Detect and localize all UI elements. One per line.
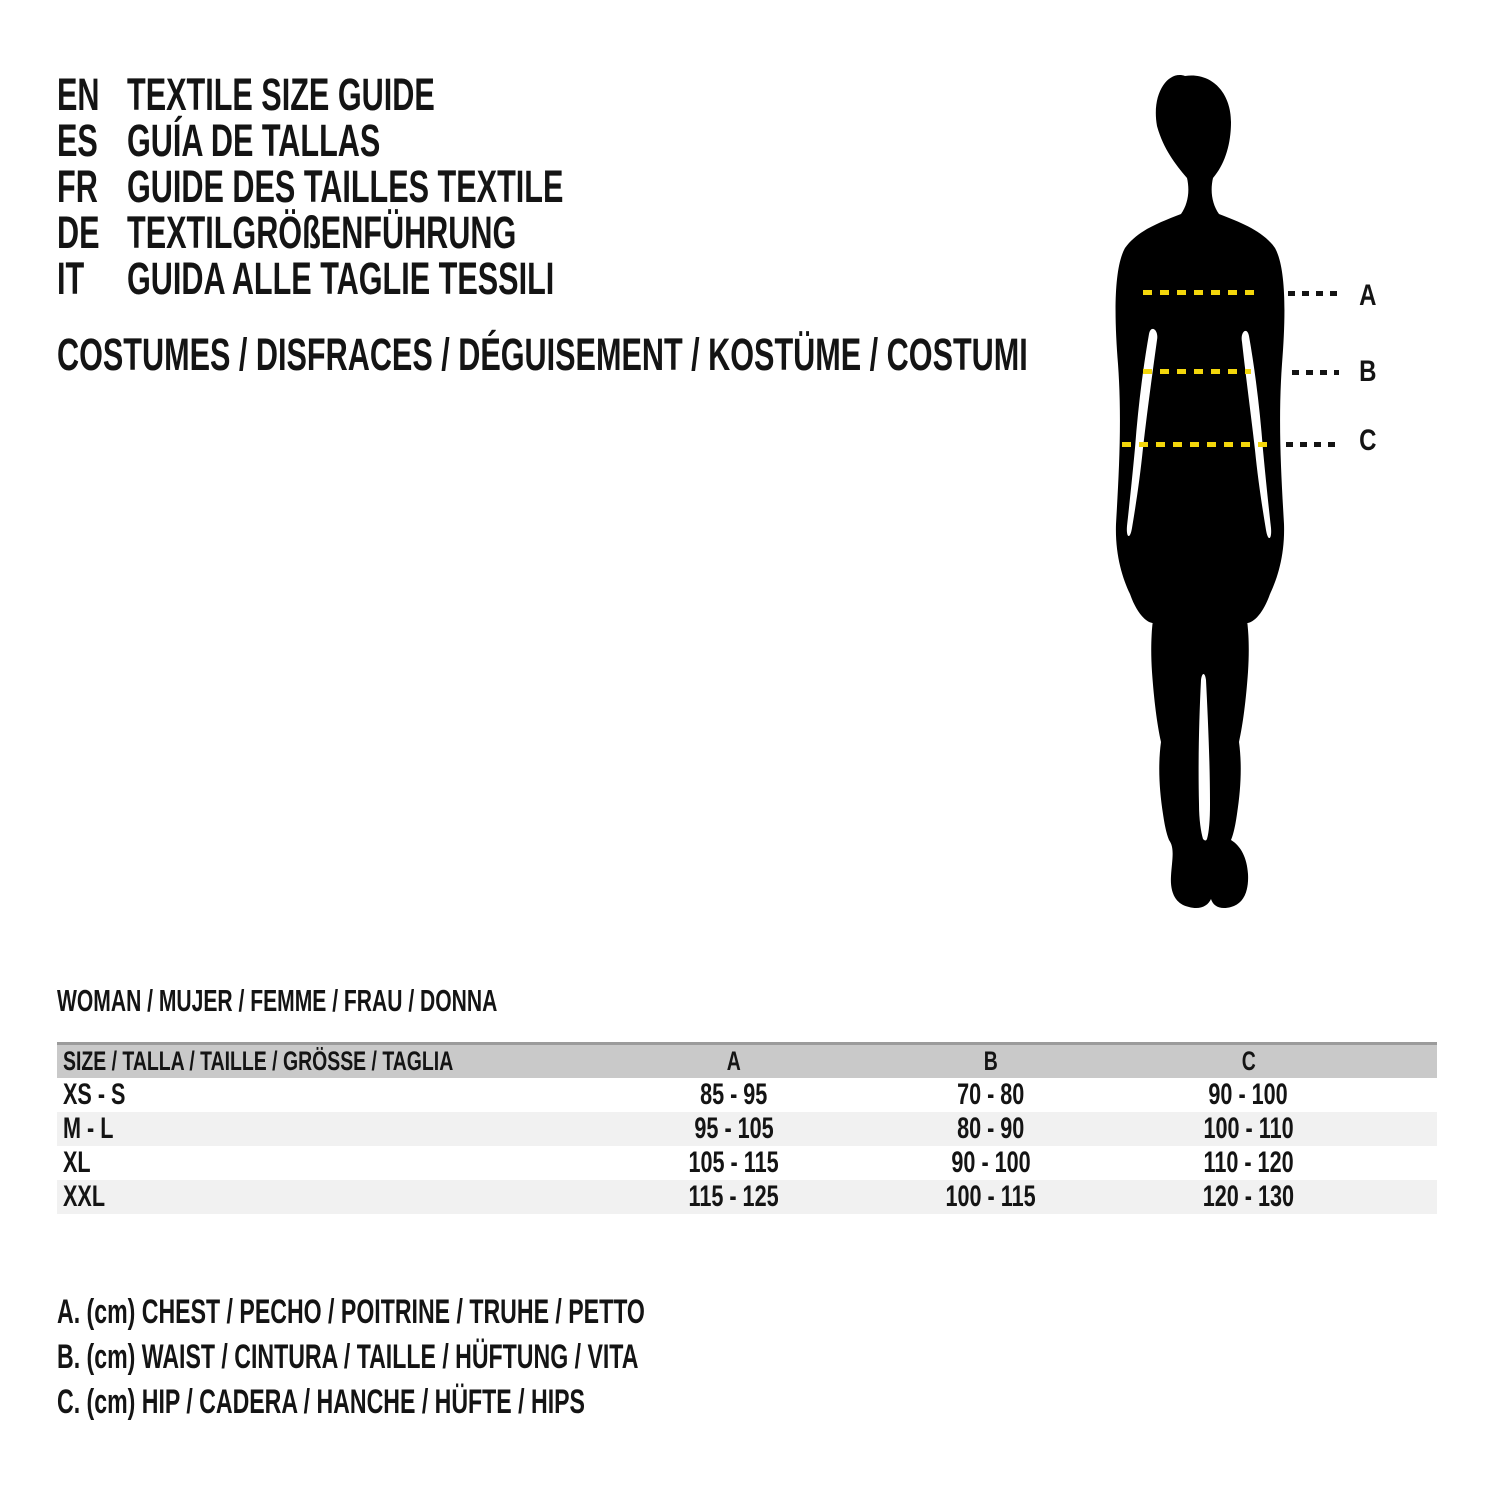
hip-range-cell: 100 - 110 xyxy=(1203,1112,1294,1145)
waist-range-cell: 100 - 115 xyxy=(945,1180,1037,1213)
chest-range-cell: 95 - 105 xyxy=(694,1112,774,1145)
language-row-fr xyxy=(57,161,769,212)
size-cell: XL xyxy=(63,1146,91,1179)
size-table xyxy=(57,1042,1437,1214)
hip-range-cell: 120 - 130 xyxy=(1202,1180,1295,1213)
language-code: IT xyxy=(57,253,85,304)
hip-connector-line xyxy=(1286,442,1339,447)
language-label: GUÍA DE TALLAS xyxy=(127,115,381,166)
language-label: GUIDA ALLE TAGLIE TESSILI xyxy=(127,253,555,304)
chest-range-cell: 105 - 115 xyxy=(688,1146,779,1179)
size-cell: XXL xyxy=(63,1180,106,1213)
language-code: EN xyxy=(57,69,100,120)
waist-range-cell: 90 - 100 xyxy=(951,1146,1031,1179)
woman-silhouette xyxy=(1085,72,1315,912)
table-row-m-l xyxy=(57,1112,1437,1146)
chest-measure-line xyxy=(1143,290,1257,295)
chest-connector-line xyxy=(1288,291,1339,296)
spacer-cell xyxy=(1377,1180,1437,1214)
size-column-header: SIZE / TALLA / TAILLE / GRÖSSE / TAGLIA xyxy=(57,1044,605,1079)
language-list xyxy=(57,69,769,304)
size-cell: XS - S xyxy=(63,1078,126,1111)
legend-line-hip: C. (cm) HIP / CADERA / HANCHE / HÜFTE / HIPS xyxy=(57,1383,585,1421)
language-row-en xyxy=(57,69,769,120)
size-cell: M - L xyxy=(63,1112,114,1145)
language-label: TEXTILGRÖßENFÜHRUNG xyxy=(127,207,517,258)
waist-letter: B xyxy=(1359,355,1377,388)
spacer-cell xyxy=(1377,1044,1437,1079)
waist-connector-line xyxy=(1292,370,1339,375)
chest-range-cell: 85 - 95 xyxy=(700,1078,768,1111)
section-heading: WOMAN / MUJER / FEMME / FRAU / DONNA xyxy=(57,983,498,1018)
language-row-it xyxy=(57,253,769,304)
language-label: TEXTILE SIZE GUIDE xyxy=(127,69,435,120)
column-c-header: C xyxy=(1120,1044,1377,1079)
waist-range-cell: 80 - 90 xyxy=(957,1112,1025,1145)
table-row-xl xyxy=(57,1146,1437,1180)
language-row-de xyxy=(57,207,769,258)
language-label: GUIDE DES TAILLES TEXTILE xyxy=(127,161,564,212)
hip-range-cell: 90 - 100 xyxy=(1208,1078,1289,1111)
hip-measure-line xyxy=(1122,442,1269,447)
waist-range-cell: 70 - 80 xyxy=(957,1078,1025,1111)
spacer-cell xyxy=(1377,1078,1437,1112)
chest-letter: A xyxy=(1359,279,1377,312)
spacer-cell xyxy=(1377,1146,1437,1180)
hip-range-cell: 110 - 120 xyxy=(1203,1146,1294,1179)
language-row-es xyxy=(57,115,769,166)
legend-line-waist: B. (cm) WAIST / CINTURA / TAILLE / HÜFTUNG / VITA xyxy=(57,1338,639,1376)
chest-range-cell: 115 - 125 xyxy=(688,1180,779,1213)
language-code: ES xyxy=(57,115,98,166)
table-row-xs-s xyxy=(57,1078,1437,1112)
category-heading: COSTUMES / DISFRACES / DÉGUISEMENT / KOSTÜME / COSTUMI xyxy=(57,329,1028,380)
column-a-header: A xyxy=(605,1044,862,1079)
table-row-xxl xyxy=(57,1180,1437,1214)
column-b-header: B xyxy=(862,1044,1119,1079)
legend-line-chest: A. (cm) CHEST / PECHO / POITRINE / TRUHE / PETTO xyxy=(57,1293,645,1331)
language-code: DE xyxy=(57,207,100,258)
hip-letter: C xyxy=(1359,424,1377,457)
measure-legend xyxy=(57,1290,922,1425)
language-code: FR xyxy=(57,161,98,212)
size-table-header-row xyxy=(57,1044,1437,1079)
waist-measure-line xyxy=(1143,369,1251,374)
spacer-cell xyxy=(1377,1112,1437,1146)
